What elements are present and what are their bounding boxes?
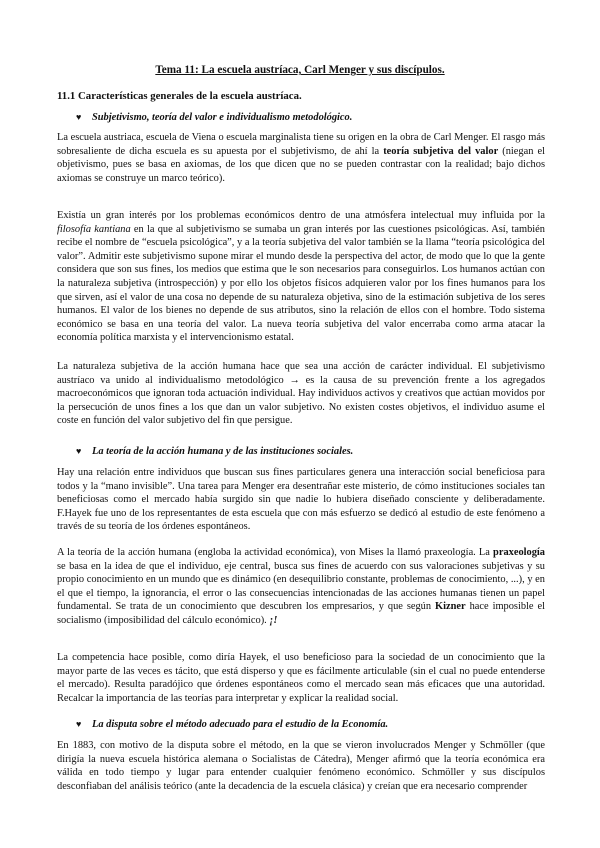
- bullet-text: La teoría de la acción humana y de las instituciones sociales.: [92, 446, 354, 457]
- paragraph-5-text-c: se basa en la idea de que el individuo, eje central, busca sus fines de acuerdo con sus valoraciones subjetivas y su propio conocimiento en un mundo que es dinámico (en desequilibrio constante, problemas de conocimiento, ...), y en el que el tiempo, la ignorancia, el error o las consecuencias intencionadas de las acciones humanas tienen un papel fundamental. Se trata de un conocimiento que descubren los empresarios, y que según: [57, 560, 545, 613]
- paragraph-2-text-c: en la que al subjetivismo se sumaba un gran interés por las cuestiones psicológicas. Así, también recibe el nombre de “escuela psicológica”, y a la teoría subjetiva del valor también se la llama “teoría psicológica del valor”. Admitir este subjetivismo supone mirar el mundo desde la perspectiva del actor, de modo que lo que la gente considera que son sus fines, los medios que estima que le son necesarios para conseguirlos. Los humanos actúan con la naturaleza subjetiva (introspección) y por ello los objetos físicos adquieren valor por los fines humanos para los que sirven, así el valor de una cosa no depende de su naturaleza objetiva, sino de la estimación subjetiva de los seres humanos. El valor de los bienes no depende de sus atributos, sino la relación de ellos con el hombre. Todo sistema económico se basa en una teoría del valor. La nueva teoría subjetiva del valor encerraba como arma atacar la economía política marxista y el intervencionismo estatal.: [57, 223, 545, 344]
- paragraph-1-text-c: (niegan el objetivismo, pues se basa en axiomas, de los que dicen que no se pueden contrastar con la realidad; bajo dichos axiomas se construye un marco teórico).: [57, 145, 545, 184]
- paragraph-1: [57, 131, 545, 185]
- paragraph-5-text-e: hace imposible el socialismo (imposibilidad del cálculo económico).: [57, 601, 546, 626]
- paragraph-5-exclamation: ¡!: [269, 614, 278, 626]
- paragraph-2: [57, 209, 545, 345]
- paragraph-2-italic: filosofía kantiana: [57, 223, 131, 235]
- bullet-heading-metodo: [76, 718, 546, 732]
- paragraph-6: La competencia hace posible, como diría Hayek, el uso beneficioso para la sociedad de un conocimiento que la mayor parte de las veces es tácito, que está disperso y que es fácilmente articulable (sin el cual no puede entenderse el mercado). Resulta paradójico que órdenes espontáneos como el mercado sean más eficaces que una autoridad. Recalcar la importancia de las teorías para interpretar y explicar la realidad social.: [57, 652, 545, 704]
- bullet-text: La disputa sobre el método adecuado para el estudio de la Economía.: [92, 719, 389, 730]
- heart-bullet-icon: ♥: [76, 446, 82, 456]
- heart-bullet-icon: ♥: [76, 112, 82, 122]
- heart-bullet-icon: ♥: [76, 719, 82, 729]
- paragraph-1-text-a: La escuela austriaca, escuela de Viena o escuela marginalista tiene su origen en la obra de Carl Menger. El rasgo más sobresaliente de dicha escuela es su apuesta por el subjetivismo, de ahí la: [57, 132, 545, 157]
- paragraph-4: Hay una relación entre individuos que buscan sus fines particulares genera una interacción social beneficiosa para todos y la “mano invisible”. Una tarea para Menger era desentrañar este misterio, de cómo instituciones sociales tan beneficiosas como el mercado había surgido sin que nadie lo hubiera diseñado consciente y deliberadamente. F.Hayek fue uno de los representantes de esta escuela que con más esfuerzo se dedicó al estudio de este fenómeno a través de su teoría de los órdenes espontáneos.: [57, 467, 545, 533]
- section-heading: 11.1 Características generales de la escuela austríaca.: [57, 90, 302, 102]
- paragraph-5-text-a: A la teoría de la acción humana (engloba la actividad económica), von Mises la llamó praxeología. La: [57, 547, 494, 558]
- bullet-heading-accion-humana: [76, 445, 546, 459]
- paragraph-5-bold-kizner: Kizner: [435, 601, 466, 613]
- paragraph-2-text-a: Existía un gran interés por los problemas económicos dentro de una atmósfera intelectual muy influida por la: [57, 210, 545, 221]
- bullet-text: Subjetivismo, teoría del valor e individualismo metodológico.: [92, 112, 353, 123]
- paragraph-3: La naturaleza subjetiva de la acción humana hace que sea una acción de carácter individual. El subjetivismo austríaco va unido al individualismo metodológico → es la causa de su prevención frente a los agregados macroeconómicos que ignoran toda actuación individual. Hay individuos activos y creativos que actúan movidos por la persecución de unos fines a los que dan un valor subjetivo. No existen costes objetivos, el individuo asume el coste en función del valor subjetivo del fin que persigue.: [57, 361, 545, 427]
- paragraph-7: En 1883, con motivo de la disputa sobre el método, en la que se vieron involucrados Menger y Schmöller (que dirigía la nueva escuela histórica alemana o Socialistas de Cátedra), Menger afirmó que la teoría económica era válida en todo tiempo y lugar para entender cualquier fenómeno económico. Schmöller y sus discípulos desconfiaban del análisis teórico (ante la decadencia de la escuela clásica) y creían que era necesario comprender: [57, 740, 545, 792]
- page-title: Tema 11: La escuela austríaca, Carl Menger y sus discípulos.: [155, 64, 445, 76]
- paragraph-5-bold-praxeologia: praxeología: [493, 547, 545, 558]
- paragraph-1-bold: teoría subjetiva del valor: [383, 145, 499, 157]
- bullet-heading-subjetivismo: [76, 111, 546, 125]
- paragraph-5: [57, 546, 545, 628]
